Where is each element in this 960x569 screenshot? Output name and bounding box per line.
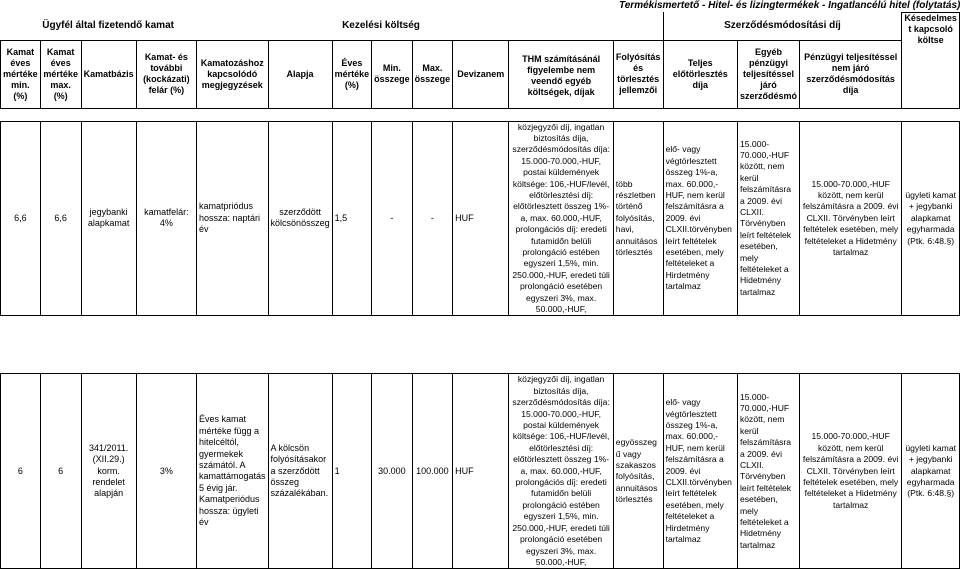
cell-devizanem: HUF — [453, 121, 509, 316]
cell-alapja: A kölcsön folyósításakor a szerződött összeg százalékában. — [268, 374, 332, 569]
cell-thm: közjegyzői díj, ingatlan biztosítás díja, szerződésmódosítás díja: 15.000-70.000,-HUF, postai küldemények költsége: 106,-HUF/levél, előtörlesztési díj: előtörlesztett összeg 1%-a, max. 60.000,-HUF, prolongációs díj: eredeti futamidőn belüli prolongáció estében egyszeri 1,5%, min. 250.000,-HUF, eredeti túli prolongáció esetében egyszeri 3%, max. 50.000,-HUF, — [509, 374, 613, 569]
cell-penzugyi: 15.000-70.000,-HUF között, nem kerül felszámításra a 2009. évi CLXII. Törvényben leírt feltételek esetében, mely feltételeket a Hidetmény tartalmaz — [799, 374, 901, 569]
cell-folyositas: több részletben történő folyósítás, havi, annuitásos törlesztés — [613, 121, 663, 316]
cell-thm: közjegyzői díj, ingatlan biztosítás díja, szerződésmódosítás díja: 15.000-70.000,-HUF, postai küldemények költsége: 106,-HUF/levél, előtörlesztési díj: előtörlesztett összeg 1%-a, max. 60.000,-HUF, prolongációs díj: eredeti futamidőn belüli prolongáció estében egyszeri 1,5%, min. 250.000,-HUF, eredeti túli prolongáció esetében egyszeri 3%, max. 50.000,-HUF, — [509, 121, 613, 316]
col-teljes: Teljes előtörlesztés díja — [663, 40, 737, 108]
col-alapja: Alapja — [268, 40, 332, 108]
table-row — [1, 121, 960, 316]
cell-kamat-min: 6 — [1, 374, 41, 569]
cell-kamat-max: 6,6 — [40, 121, 81, 316]
cell-kamat-min: 6,6 — [1, 121, 41, 316]
cell-felar: 3% — [136, 374, 196, 569]
group-handling-header: Kezelési költség — [342, 19, 420, 31]
col-kamat-max: Kamat éves mértéke max. (%) — [40, 40, 81, 108]
document-title: Termékismertető - Hitel- és lizingtermékek - Ingatlancélú hitel (folytatás) — [619, 0, 960, 11]
col-kamat-min: Kamat éves mértéke min. (%) — [1, 40, 41, 108]
cell-min: - — [372, 121, 413, 316]
group-late-header: Késedelmes t kapcsoló költse — [902, 12, 960, 108]
cell-kamatbazis: jegybanki alapkamat — [81, 121, 136, 316]
spacer-row — [1, 316, 960, 374]
cell-teljes: elő- vagy végtörlesztett összeg 1%-a, max. 60.000,-HUF, nem kerül felszámításra a 2009. évi CLXII.törvényben leírt feltételek esetében, mely feltételeket a Hirdetmény tartalmaz — [663, 121, 737, 316]
cell-penzugyi: 15.000-70.000,-HUF között, nem kerül felszámításra a 2009. évi CLXII. Törvényben leírt feltételek esetében, mely feltételeket a Hidetmény tartalmaz — [799, 121, 901, 316]
col-thm: THM számításánál figyelembe nem veendő egyéb költségek, díjak — [509, 40, 613, 108]
cell-alapja: szerződött kölcsönösszeg — [268, 121, 332, 316]
col-folyositas: Folyósítás és törlesztés jellemzői — [613, 40, 663, 108]
col-devizanem: Devizanem — [453, 40, 509, 108]
cell-min: 30.000 — [372, 374, 413, 569]
cell-eves: 1,5 — [332, 121, 372, 316]
cell-devizanem: HUF — [453, 374, 509, 569]
cell-teljes: elő- vagy végtörlesztett összeg 1%-a, max. 60.000,-HUF, nem kerül felszámításra a 2009. évi CLXII.törvényben leírt feltételek esetében, mely feltételeket a Hirdetmény tartalmaz — [663, 374, 737, 569]
group-modification-header: Szerződésmódosítási díj — [663, 12, 902, 40]
col-eves: Éves mértéke (%) — [332, 40, 372, 108]
title-band-row — [1, 0, 960, 12]
col-kamatbazis: Kamatbázis — [81, 40, 136, 108]
cell-kamat-max: 6 — [40, 374, 81, 569]
cell-max: 100.000 — [412, 374, 453, 569]
table-row — [1, 374, 960, 569]
col-max: Max. összege — [412, 40, 453, 108]
cell-eves: 1 — [332, 374, 372, 569]
cell-kamatozas: Éves kamat mértéke függ a hitelcéltól, gyermekek számától. A kamattámogatás 5 évig jár. Kamatperiódus hossza: ügyleti év — [197, 374, 269, 569]
group-header-row — [1, 12, 960, 40]
cell-folyositas: egyösszeg ű vagy szakaszos folyósítás, annuitásos törlesztés — [613, 374, 663, 569]
col-penzugyi: Pénzügyi teljesítéssel nem járó szerződésmódosítás díja — [799, 40, 901, 108]
col-kamatozas: Kamatozáshoz kapcsolódó megjegyzések — [197, 40, 269, 108]
cell-egyeb: 15.000-70.000,-HUF között, nem kerül felszámításra a 2009. évi CLXII. Törvényben leírt feltételek esetében, mely feltételeket a Hidetmény tartalmaz — [737, 121, 799, 316]
cell-max: - — [412, 121, 453, 316]
col-min: Min. összege — [372, 40, 413, 108]
cell-felar: kamatfelár: 4% — [136, 121, 196, 316]
cell-kamatozas: kamatpriódus hossza: naptári év — [197, 121, 269, 316]
column-header-row — [1, 40, 960, 108]
cell-kesedelmi: ügyleti kamat + jegybanki alapkamat egyharmada (Ptk. 6:48.§) — [902, 121, 960, 316]
col-egyeb: Egyéb pénzügyi teljesítéssel járó szerződésmó — [737, 40, 799, 108]
spacer-row — [1, 108, 960, 121]
cell-kamatbazis: 341/2011. (XII.29.) korm. rendelet alapján — [81, 374, 136, 569]
cell-kesedelmi: ügyleti kamat + jegybanki alapkamat egyharmada (Ptk. 6:48.§) — [902, 374, 960, 569]
cell-egyeb: 15.000-70.000,-HUF között, nem kerül felszámításra a 2009. évi CLXII. Törvényben leírt feltételek esetében, mely feltételeket a Hidetmény tartalmaz — [737, 374, 799, 569]
group-client-header: Ügyfél által fizetendő kamat — [42, 19, 174, 31]
col-felar: Kamat- és további (kockázati) felár (%) — [136, 40, 196, 108]
